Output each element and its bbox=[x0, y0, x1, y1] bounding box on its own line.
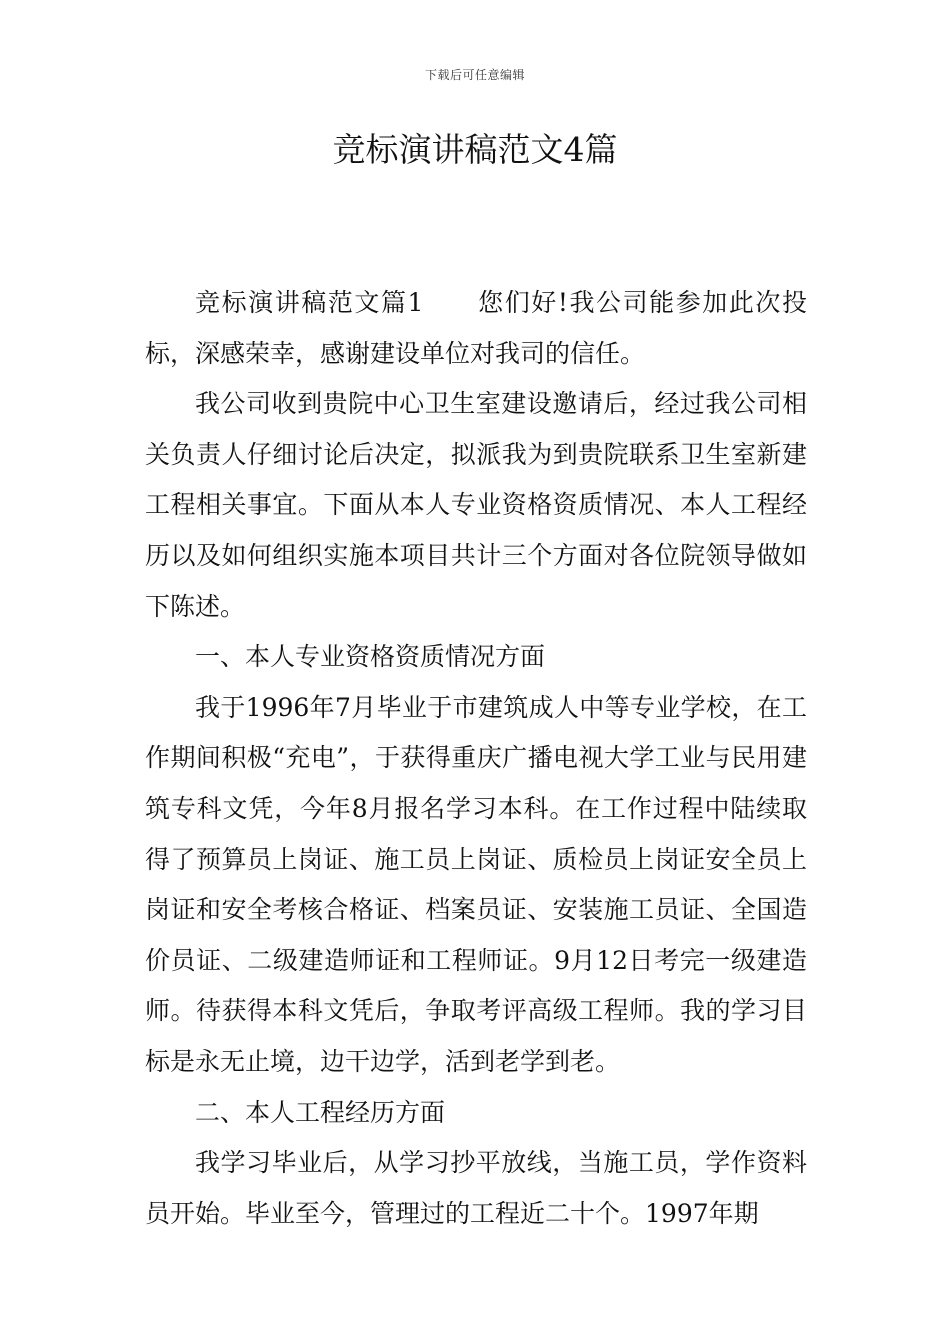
section-heading-qualifications: 一、本人专业资格资质情况方面 bbox=[195, 642, 546, 672]
paragraph-invitation: 我公司收到贵院中心卫生室建设邀请后，经过我公司相关负责人仔细讨论后决定，拟派我为到贵院联系卫生室新建工程相关事宜。下面从本人专业资格资质情况、本人工程经历以及如何组织实施本项目共计三个方面对各位院领导做如下陈述。 bbox=[145, 389, 807, 621]
paragraph-qualifications: 我于1996年7月毕业于市建筑成人中等专业学校，在工作期间积极“充电”，于获得重庆广播电视大学工业与民用建筑专科文凭，今年8月报名学习本科。在工作过程中陆续取得了预算员上岗证、施工员上岗证、质检员上岗证安全员上岗证和安全考核合格证、档案员证、安装施工员证、全国造价员证、二级建造师证和工程师证。9月12日考完一级建造师。待获得本科文凭后，争取考评高级工程师。我的学习目标是永无止境，边干边学，活到老学到老。 bbox=[145, 692, 807, 1076]
paragraph-intro: 竞标演讲稿范文篇1 您们好!我公司能参加此次投标，深感荣幸，感谢建设单位对我司的信任。 bbox=[145, 288, 807, 368]
header-note: 下载后可任意编辑 bbox=[424, 68, 525, 82]
paragraph-experience: 我学习毕业后，从学习抄平放线，当施工员，学作资料员开始。毕业至今，管理过的工程近二十个。1997年期 bbox=[145, 1148, 807, 1228]
section-heading-experience: 二、本人工程经历方面 bbox=[195, 1097, 446, 1127]
document-title: 竞标演讲稿范文4篇 bbox=[332, 130, 618, 169]
document-body bbox=[145, 278, 807, 1239]
